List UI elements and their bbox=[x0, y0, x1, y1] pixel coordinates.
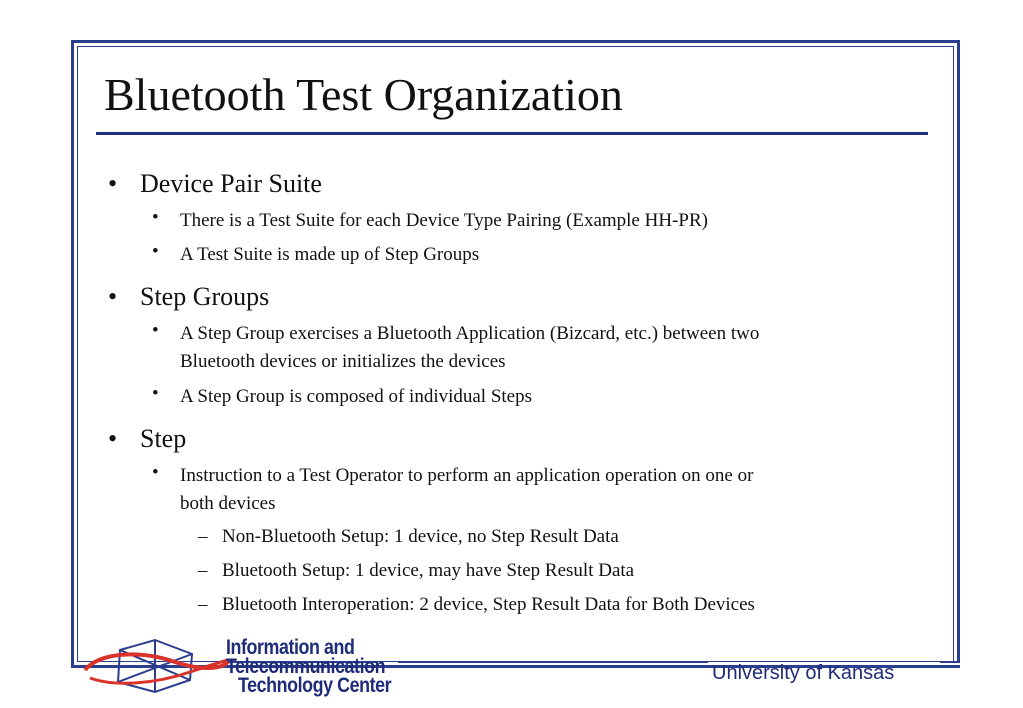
bullet-glyph: • bbox=[108, 282, 118, 311]
bullet-text: Device Pair Suite bbox=[140, 169, 322, 198]
subbullet-text: A Test Suite is made up of Step Groups bbox=[180, 244, 480, 265]
itc-logo-line: Information and bbox=[226, 636, 355, 659]
subbullet-text: A Step Group exercises a Bluetooth Application (Bizcard, etc.) between two bbox=[180, 323, 760, 344]
itc-logo-icon bbox=[80, 632, 230, 702]
bullet-glyph: • bbox=[152, 241, 159, 262]
bullet-glyph: • bbox=[108, 169, 118, 198]
bullet-text: Step bbox=[140, 424, 187, 453]
itc-logo-line: Telecommunication bbox=[226, 655, 386, 678]
slide-title: Bluetooth Test Organization bbox=[104, 69, 623, 120]
dash-glyph: – bbox=[198, 594, 208, 615]
subbullet-text-continued: both devices bbox=[180, 493, 276, 514]
bullet-glyph: • bbox=[152, 320, 159, 341]
subbullet-text: There is a Test Suite for each Device Type Pairing (Example HH-PR) bbox=[180, 210, 708, 231]
subbullet-text: A Step Group is composed of individual Steps bbox=[180, 386, 533, 407]
footer-band bbox=[940, 661, 960, 667]
bullet-text: Step Groups bbox=[140, 282, 270, 311]
footer-band bbox=[398, 661, 708, 667]
subsubbullet-text: Bluetooth Interoperation: 2 device, Step Result Data for Both Devices bbox=[222, 594, 755, 615]
subsubbullet-text: Bluetooth Setup: 1 device, may have Step Result Data bbox=[222, 560, 635, 581]
bullet-glyph: • bbox=[108, 424, 118, 453]
bullet-glyph: • bbox=[152, 462, 159, 483]
dash-glyph: – bbox=[198, 560, 208, 581]
itc-logo-line: Technology Center bbox=[238, 674, 392, 697]
subbullet-text: Instruction to a Test Operator to perform an application operation on one or bbox=[180, 465, 754, 486]
subbullet-text-continued: Bluetooth devices or initializes the devices bbox=[180, 351, 506, 372]
university-name: University of Kansas bbox=[712, 662, 895, 684]
bullet-glyph: • bbox=[152, 383, 159, 404]
bullet-glyph: • bbox=[152, 207, 159, 228]
dash-glyph: – bbox=[198, 526, 208, 547]
subsubbullet-text: Non-Bluetooth Setup: 1 device, no Step Result Data bbox=[222, 526, 619, 547]
